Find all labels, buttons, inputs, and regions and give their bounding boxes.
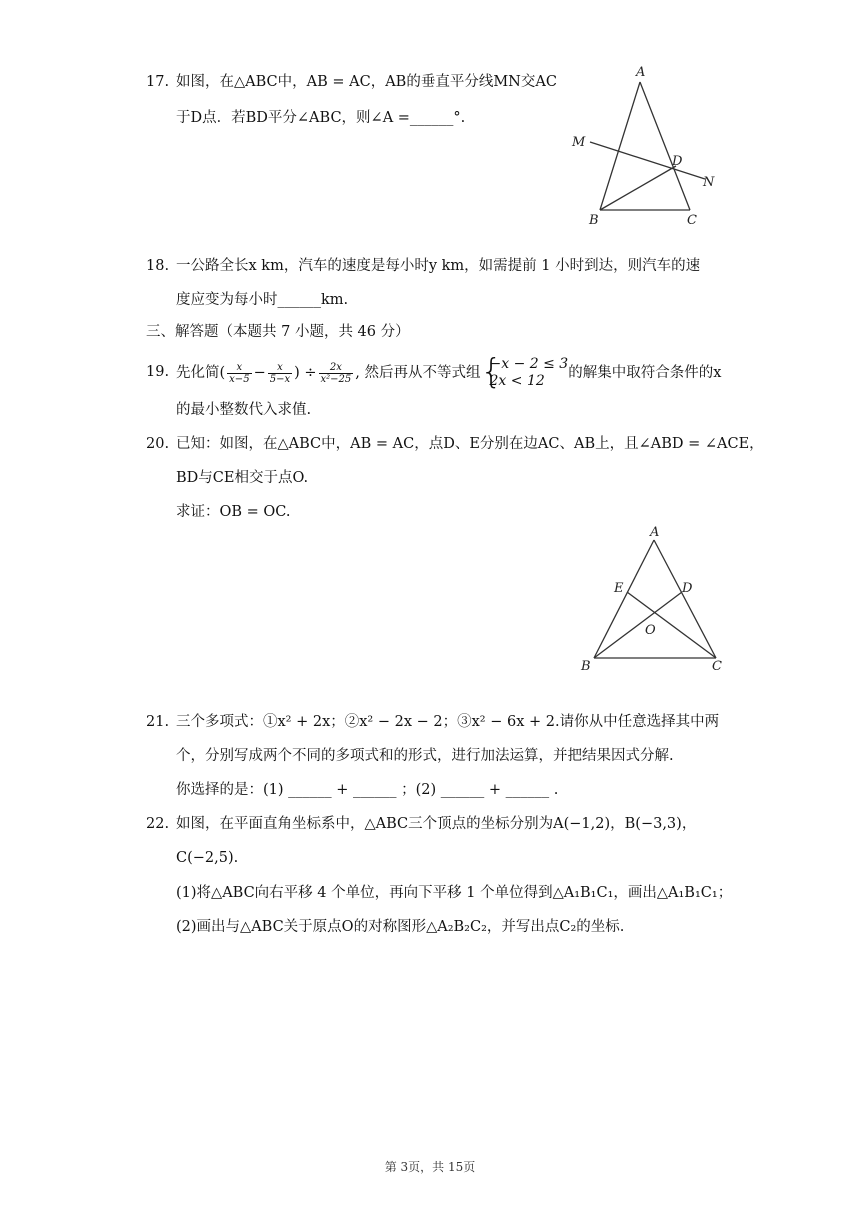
q22-line-2: C(−2,5). (176, 850, 239, 866)
q19-fraction-2-denominator: 5−x (269, 373, 291, 385)
q21-line-3: 你选择的是：(1) ______ + ______ ；(2) ______ + ______ . (176, 782, 559, 798)
q22-number: 22. (146, 816, 170, 832)
q20-label-e: E (614, 581, 624, 596)
q21-number: 21. (146, 714, 170, 730)
q19-middle-text: , 然后再从不等式组 (355, 365, 481, 381)
q20-triangle-figure (572, 522, 732, 676)
q17-label-m: M (572, 135, 586, 150)
q17-label-a: A (636, 65, 646, 80)
q19-inequality-1: −x − 2 ≤ 3 (489, 356, 569, 372)
q18-line-1: 一公路全长x km，汽车的速度是每小时y km，如需提前 1 小时到达，则汽车的速 (176, 258, 701, 274)
q17-label-c: C (687, 213, 697, 228)
q22-line-4: (2)画出与△ABC关于原点O的对称图形△A₂B₂C₂，并写出点C₂的坐标. (176, 919, 625, 935)
q19-minus: − (253, 365, 266, 381)
q20-label-b: B (581, 659, 591, 674)
q19-fraction-1-denominator: x−5 (229, 373, 250, 385)
q19-suffix: 的解集中取符合条件的x (568, 365, 722, 381)
q18-line-2: 度应变为每小时______km. (176, 292, 349, 308)
q20-label-a: A (650, 525, 660, 540)
q17-label-d: D (672, 154, 683, 169)
q19-number: 19. (146, 364, 170, 380)
q19-inequality-2: 2x < 12 (489, 373, 545, 389)
q17-label-b: B (589, 213, 599, 228)
q20-edge-ab (594, 540, 654, 658)
q20-label-c: C (712, 659, 722, 674)
page-footer: 第 3页，共 15页 (384, 1160, 476, 1174)
q17-label-n: N (703, 175, 715, 190)
q19-fraction-1 (227, 362, 251, 385)
q17-number: 17. (146, 74, 170, 90)
q20-line-3: 求证：OB = OC. (176, 504, 291, 520)
q20-segment-ce (627, 592, 716, 658)
q19-divide: ) ÷ (294, 365, 317, 381)
q20-segment-bd (594, 592, 682, 658)
section-3-heading: 三、解答题（本题共 7 小题，共 46 分） (146, 324, 410, 340)
q19-fraction-2-numerator: x (268, 362, 292, 374)
q17-line-mn (590, 142, 705, 179)
q20-line-1: 已知：如图，在△ABC中，AB = AC，点D、E分别在边AC、AB上，且∠ABD = ∠ACE， (176, 436, 764, 452)
q20-edge-ac (654, 540, 716, 658)
q19-line-2: 的最小整数代入求值. (176, 402, 312, 418)
q20-number: 20. (146, 436, 170, 452)
q19-prefix: 先化简( (176, 365, 226, 381)
q17-edge-ac (640, 82, 690, 210)
q17-triangle-figure (560, 62, 740, 232)
q19-line-1 (176, 352, 722, 392)
q19-fraction-3-numerator: 2x (319, 362, 354, 374)
q19-fraction-1-numerator: x (227, 362, 251, 374)
q22-line-1: 如图，在平面直角坐标系中，△ABC三个顶点的坐标分别为A(−1,2)，B(−3,3)， (176, 816, 697, 832)
q20-label-d: D (682, 581, 693, 596)
q19-brace-icon: { (480, 352, 503, 392)
q19-fraction-2 (268, 362, 292, 385)
q19-fraction-3 (319, 362, 354, 385)
q19-fraction-3-denominator: x²−25 (320, 373, 352, 385)
q19-inequality-system (480, 352, 569, 392)
q22-line-3: (1)将△ABC向右平移 4 个单位，再向下平移 1 个单位得到△A₁B₁C₁，画出△A₁B₁C₁； (176, 885, 733, 901)
q21-line-1: 三个多项式：①x² + 2x；②x² − 2x − 2；③x² − 6x + 2.请你从中任意选择其中两 (176, 714, 720, 730)
q18-number: 18. (146, 258, 170, 274)
q21-line-2: 个，分别写成两个不同的多项式和的形式，进行加法运算，并把结果因式分解. (176, 748, 674, 764)
q17-line-1: 如图，在△ABC中，AB = AC，AB的垂直平分线MN交AC (176, 74, 557, 90)
q20-label-o: O (645, 623, 656, 638)
q17-line-2: 于D点．若BD平分∠ABC，则∠A =______°. (176, 110, 466, 126)
q20-line-2: BD与CE相交于点O. (176, 470, 309, 486)
